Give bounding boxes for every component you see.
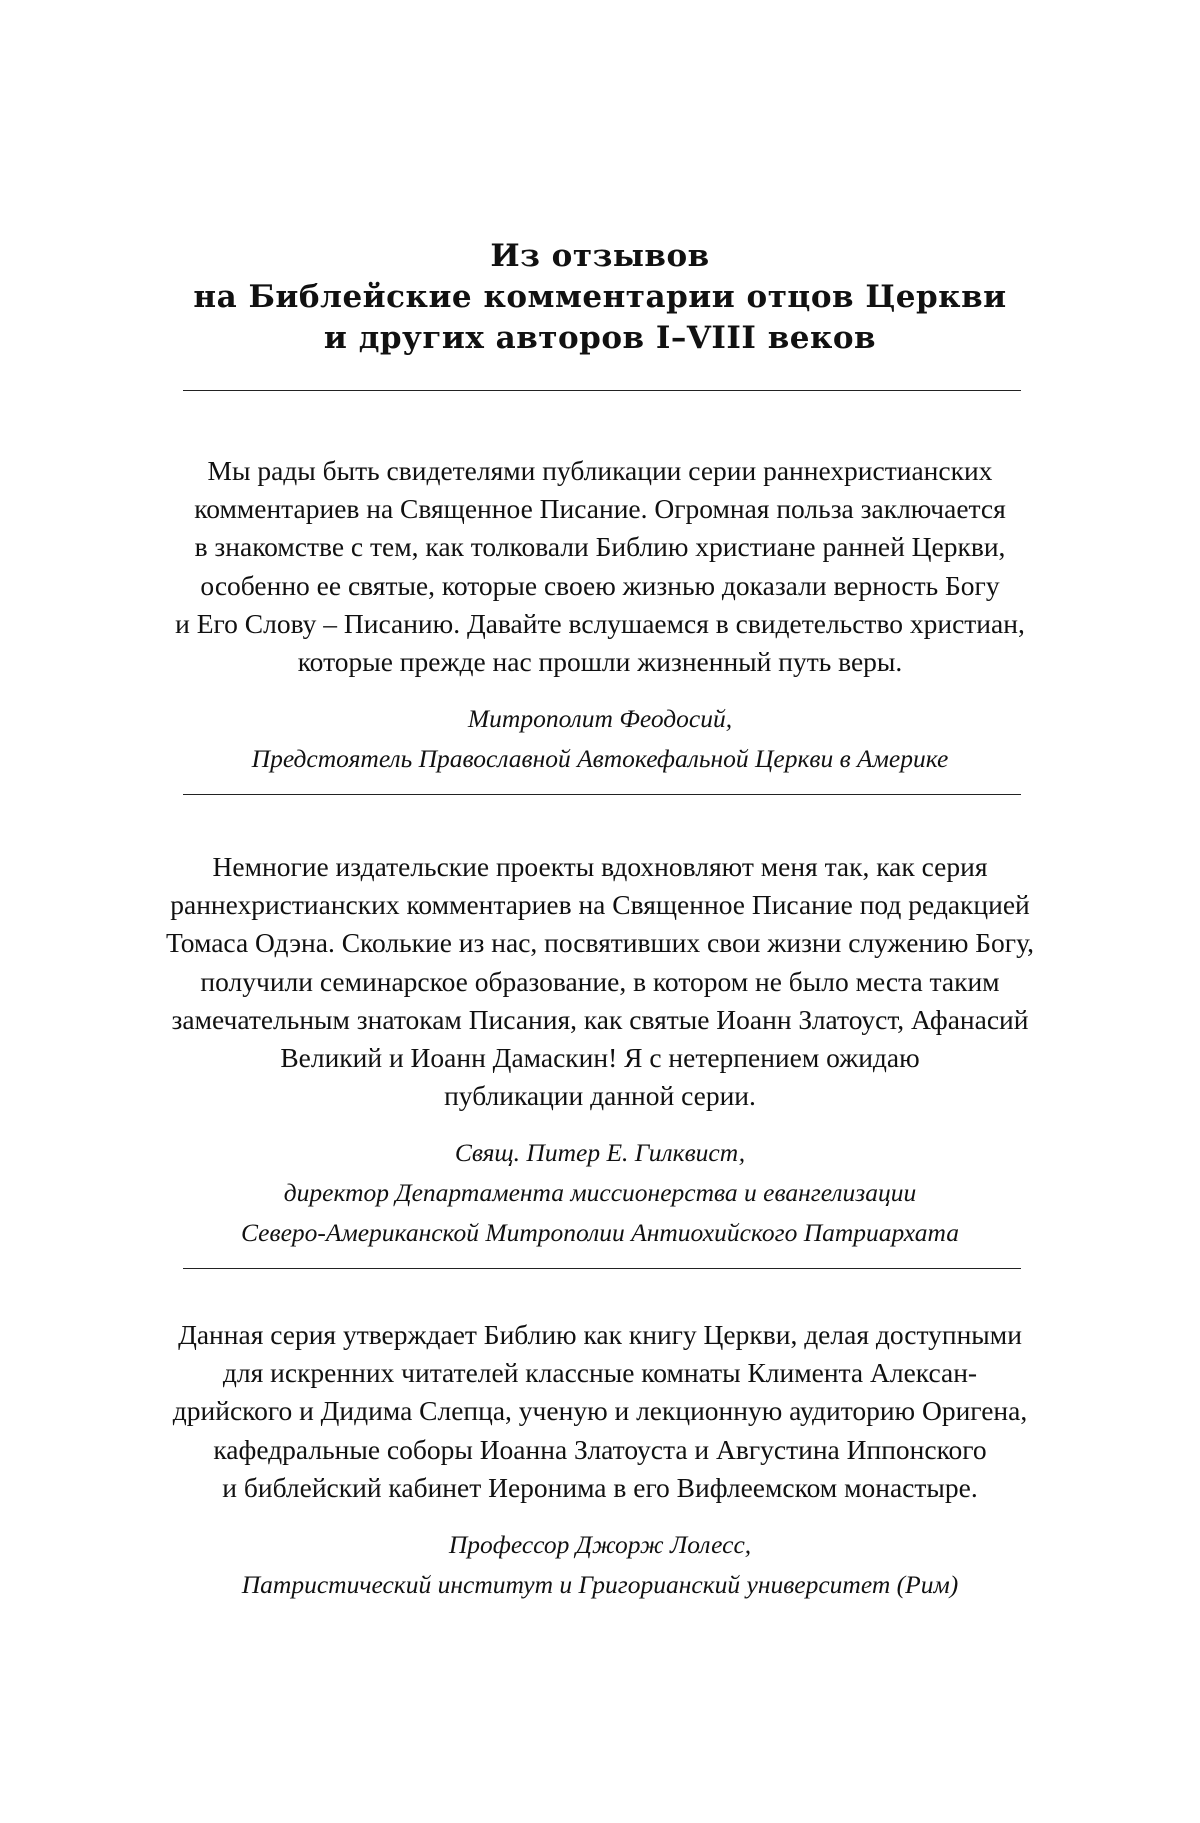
- review-3-line-1: Данная серия утверждает Библию как книгу Церкви, делая доступными: [178, 1319, 1022, 1350]
- review-divider-2: [183, 1268, 1021, 1269]
- review-3: [100, 1316, 1100, 1605]
- review-1-line-1: Мы рады быть свидетелями публикации серии раннехристианских: [207, 455, 993, 486]
- heading-line-2: на Библейские комментарии отцов Церкви: [193, 279, 1007, 315]
- review-2-line-6: Великий и Иоанн Дамаскин! Я с нетерпением ожидаю: [280, 1042, 920, 1074]
- heading-line-1: Из отзывов: [490, 238, 710, 274]
- review-3-signature-name: Профессор Джорж Лолесс,: [448, 1530, 752, 1560]
- review-2: [100, 848, 1100, 1253]
- heading-divider: [183, 390, 1021, 391]
- review-2-line-5: замечательным знатокам Писания, как святые Иоанн Златоуст, Афанасий: [171, 1003, 1029, 1035]
- review-1-line-4: особенно ее святые, которые своею жизнью доказали верность Богу: [200, 569, 1000, 601]
- review-1-line-6: которые прежде нас прошли жизненный путь веры.: [297, 646, 903, 678]
- review-2-line-4: получили семинарское образование, в котором не было места таким: [200, 965, 1000, 997]
- review-1-line-5: и Его Слову – Писанию. Давайте вслушаемся в свидетельство христиан,: [175, 607, 1025, 639]
- review-3-line-2: для искренних читателей классные комнаты Климента Алексан-: [222, 1357, 978, 1389]
- review-3-line-3: дрийского и Дидима Слепца, ученую и лекционную аудиторию Оригена,: [172, 1395, 1028, 1427]
- review-2-signature-title: директор Департамента миссионерства и евангелизации: [283, 1178, 917, 1208]
- review-2-signature-name: Свящ. Питер Е. Гилквист,: [454, 1138, 746, 1168]
- review-1-signature-name: Митрополит Феодосий,: [467, 704, 733, 734]
- review-1-line-3: в знакомстве с тем, как толковали Библию христиане ранней Церкви,: [194, 531, 1006, 563]
- page-heading: [100, 236, 1100, 359]
- heading-line-3: и других авторов I–VIII веков: [323, 320, 877, 356]
- review-3-signature-title: Патристический институт и Григорианский университет (Рим): [241, 1570, 959, 1600]
- review-2-line-7: публикации данной серии.: [444, 1080, 756, 1112]
- review-2-line-1: Немногие издательские проекты вдохновляют меня так, как серия: [212, 851, 988, 882]
- review-1-line-2: комментариев на Священное Писание. Огромная польза заключается: [194, 493, 1006, 525]
- review-3-line-5: и библейский кабинет Иеронима в его Вифлеемском монастыре.: [222, 1471, 978, 1503]
- review-2-signature-org: Северо-Американской Митрополии Антиохийского Патриархата: [241, 1218, 959, 1248]
- review-2-line-2: раннехристианских комментариев на Священное Писание под редакцией: [170, 889, 1030, 921]
- review-2-line-3: Томаса Одэна. Сколькие из нас, посвятивших свои жизни служению Богу,: [166, 927, 1034, 959]
- review-divider-1: [183, 794, 1021, 795]
- review-1: [100, 452, 1100, 779]
- review-3-line-4: кафедральные соборы Иоанна Златоуста и Августина Иппонского: [213, 1433, 987, 1465]
- review-1-signature-title: Предстоятель Православной Автокефальной Церкви в Америке: [251, 744, 949, 774]
